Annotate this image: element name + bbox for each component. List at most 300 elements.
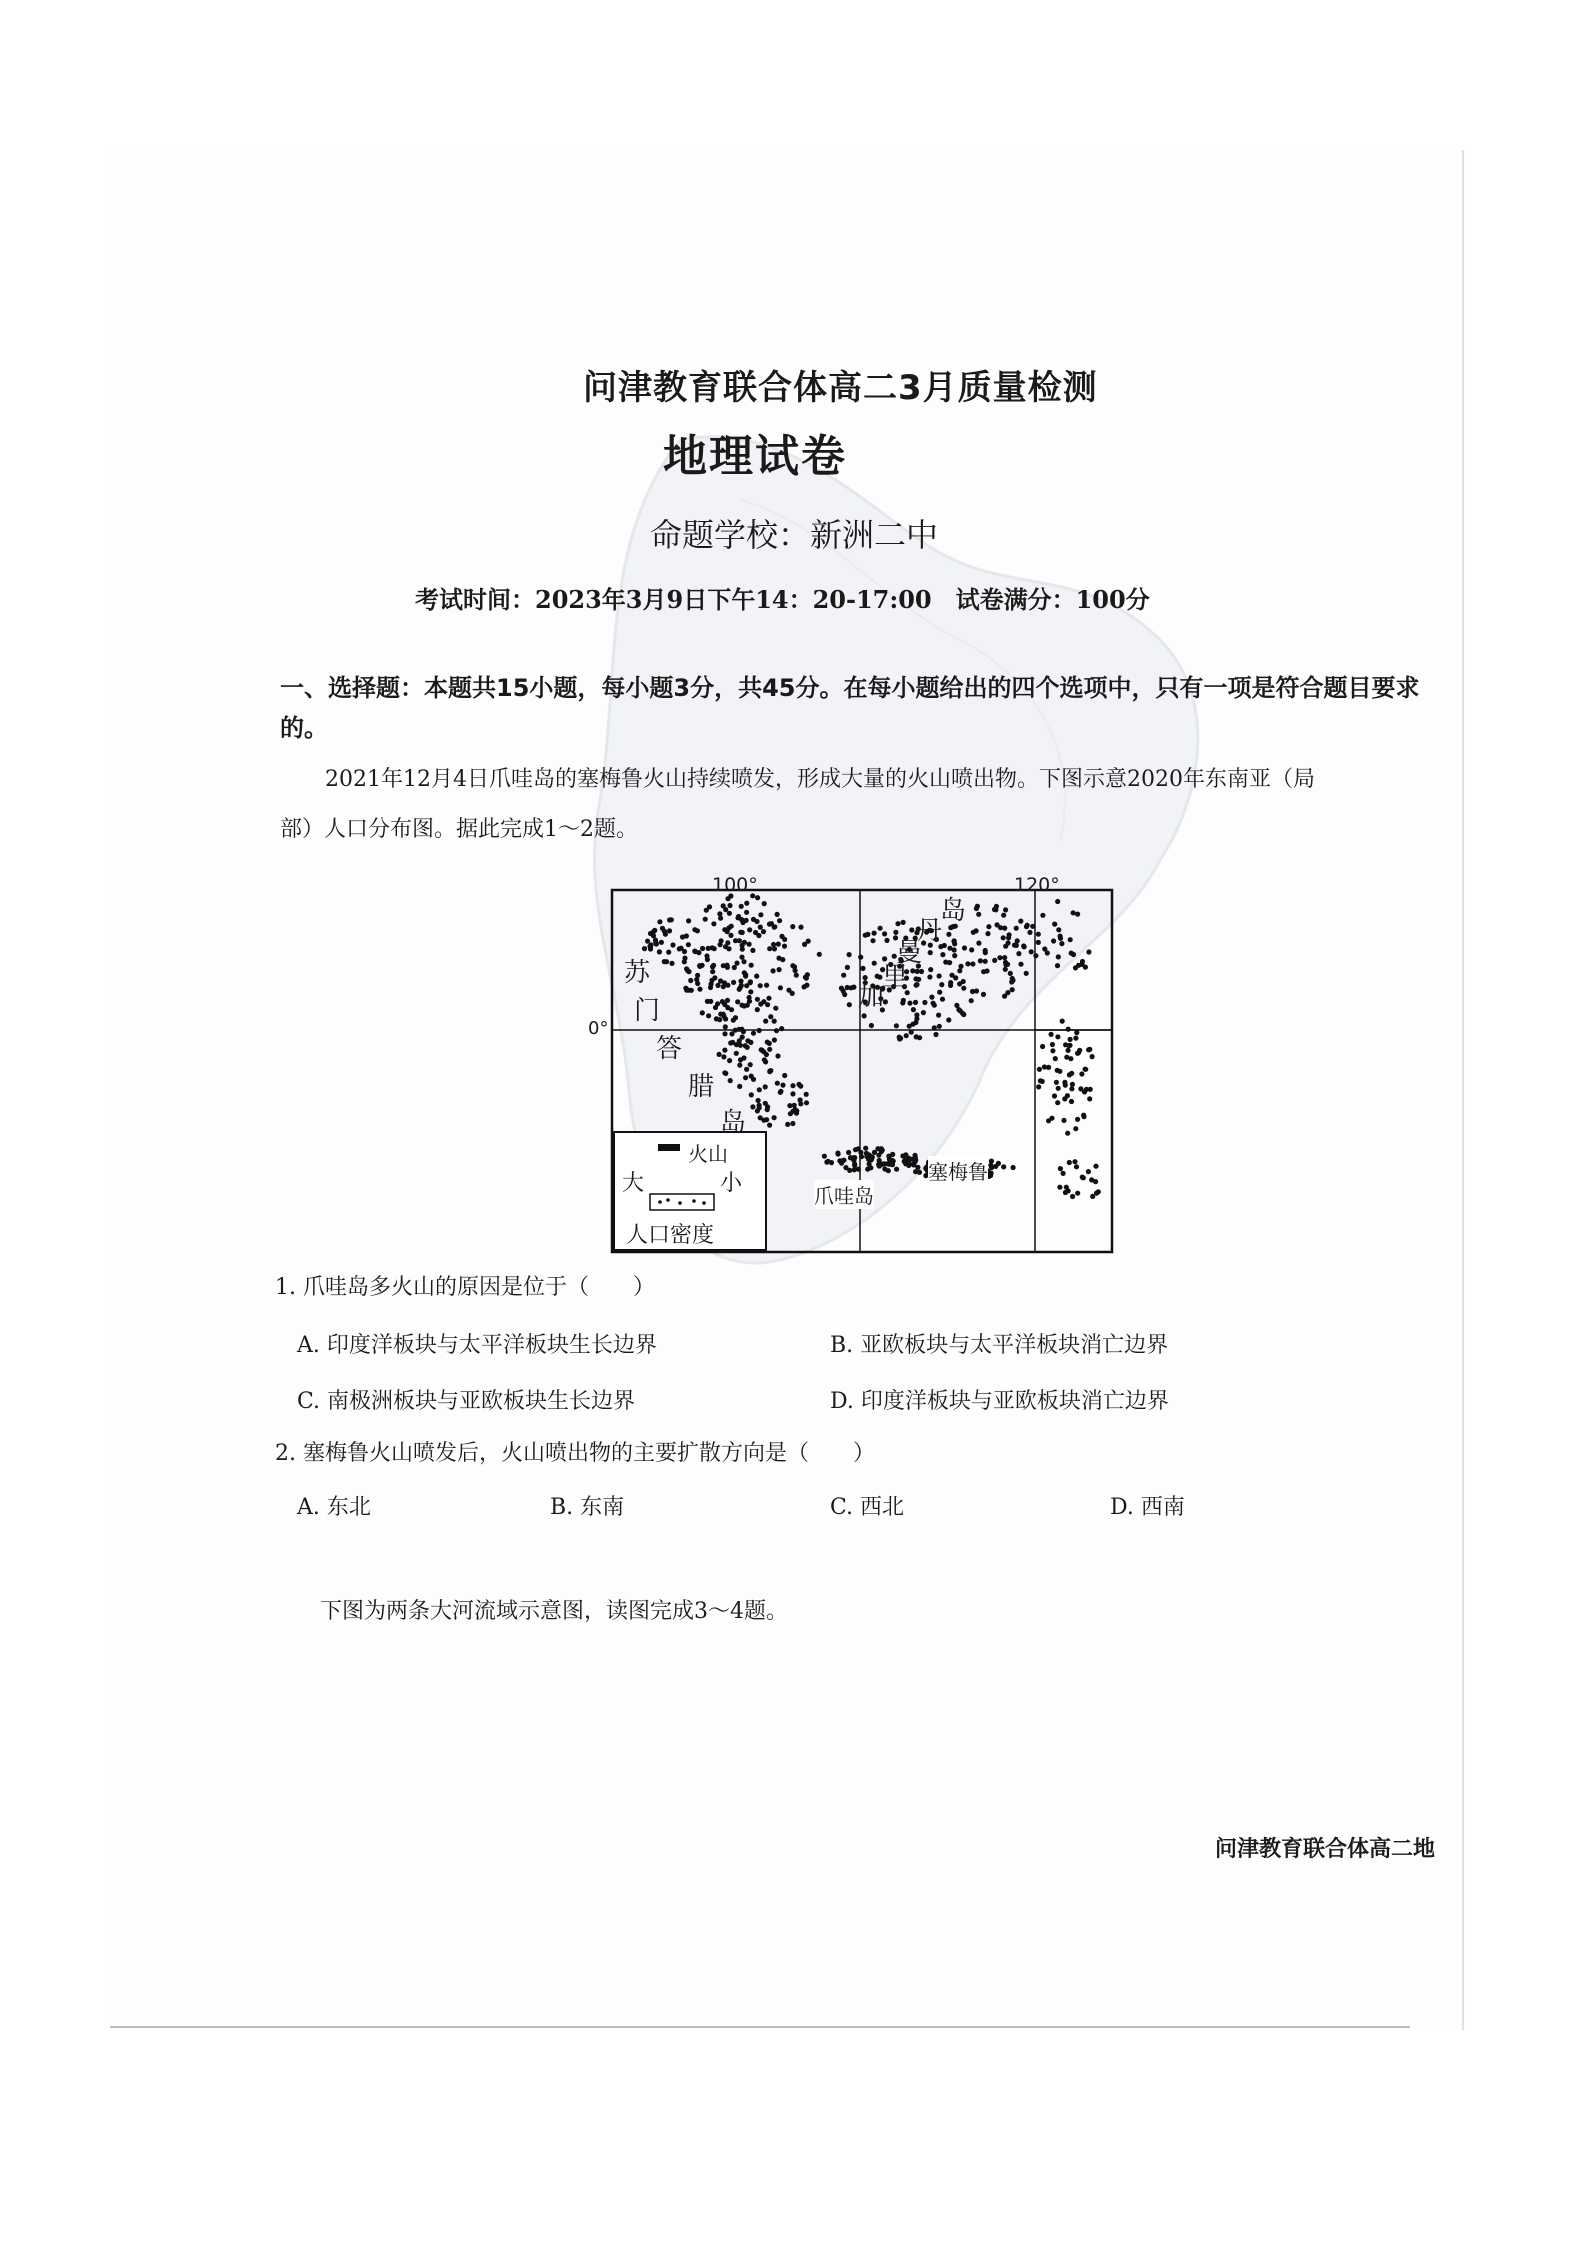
population-dot <box>758 1115 763 1120</box>
population-dot <box>969 998 974 1003</box>
population-dot <box>686 918 691 923</box>
paper-bottom-edge <box>110 2026 1410 2028</box>
population-dot <box>914 982 919 987</box>
population-dot <box>728 1078 733 1083</box>
question-2-stem: 2. 塞梅鲁火山喷发后，火山喷出物的主要扩散方向是（ ） <box>275 1441 875 1466</box>
population-dot <box>1063 1042 1068 1047</box>
population-dot <box>1073 965 1078 970</box>
question-1-option-a[interactable]: A. 印度洋板块与太平洋板块生长边界 <box>297 1333 657 1358</box>
population-dot <box>928 967 933 972</box>
population-dot <box>907 1001 912 1006</box>
population-dot <box>1064 1055 1069 1060</box>
population-dot <box>911 1007 916 1012</box>
population-dot <box>758 925 763 930</box>
question-1-option-d[interactable]: D. 印度洋板块与亚欧板块消亡边界 <box>830 1389 1169 1414</box>
population-dot <box>790 1121 795 1126</box>
population-dot <box>717 1017 722 1022</box>
population-dot <box>793 968 798 973</box>
page-footer: 问津教育联合体高二地 <box>1215 1836 1436 1862</box>
population-dot <box>1014 926 1019 931</box>
population-dot <box>1065 1093 1070 1098</box>
kalimantan-label-3: 曼 <box>896 938 923 968</box>
population-dot <box>1016 951 1021 956</box>
population-dot <box>798 1101 803 1106</box>
population-dot <box>1066 1027 1071 1032</box>
population-dot <box>762 1057 767 1062</box>
population-dot <box>1010 976 1015 981</box>
population-dot <box>1024 924 1029 929</box>
population-dot <box>739 917 744 922</box>
population-dot <box>986 924 991 929</box>
population-dot <box>884 938 889 943</box>
population-dot <box>739 955 744 960</box>
population-dot <box>957 968 962 973</box>
population-dot <box>777 967 782 972</box>
population-dot <box>1053 1056 1058 1061</box>
population-dot <box>733 1015 738 1020</box>
population-dot <box>995 922 1000 927</box>
population-dot <box>829 1160 834 1165</box>
population-dot <box>666 950 671 955</box>
population-dot <box>725 998 730 1003</box>
population-dot <box>878 926 883 931</box>
population-dot <box>858 1150 863 1155</box>
population-dot <box>798 1084 803 1089</box>
population-dot <box>1002 994 1007 999</box>
population-dot <box>745 1003 750 1008</box>
population-dot <box>1093 1164 1098 1169</box>
population-dot <box>700 1010 705 1015</box>
population-dot <box>749 1074 754 1079</box>
population-dot <box>705 957 710 962</box>
population-dot <box>790 1091 795 1096</box>
population-dot <box>748 1062 753 1067</box>
population-dot <box>1052 1093 1057 1098</box>
population-dot <box>969 947 974 952</box>
population-dot <box>722 1031 727 1036</box>
population-dot <box>717 911 722 916</box>
population-dot <box>943 960 948 965</box>
population-dot <box>1036 940 1041 945</box>
population-dot <box>1040 1044 1045 1049</box>
population-dot <box>1063 1190 1068 1195</box>
population-dot <box>940 997 945 1002</box>
question-1-option-b[interactable]: B. 亚欧板块与太平洋板块消亡边界 <box>830 1333 1169 1358</box>
population-dot <box>1086 949 1091 954</box>
population-dot <box>649 942 654 947</box>
passage-text: 2021年12月4日爪哇岛的塞梅鲁火山持续喷发，形成大量的火山喷出物。下图示意2020年东南亚（局 <box>325 767 1315 792</box>
population-dot <box>952 941 957 946</box>
population-dot <box>787 1103 792 1108</box>
population-dot <box>772 924 777 929</box>
population-dot <box>897 1036 902 1041</box>
population-dot <box>1018 919 1023 924</box>
population-dot <box>1057 1185 1062 1190</box>
population-dot <box>1066 1048 1071 1053</box>
population-dot <box>765 1040 770 1045</box>
population-dot <box>755 997 760 1002</box>
question-1-stem: 1. 爪哇岛多火山的原因是位于（ ） <box>275 1275 655 1300</box>
population-dot <box>727 903 732 908</box>
paper-right-edge <box>1462 150 1464 2030</box>
population-dot <box>845 985 850 990</box>
population-dot <box>706 1013 711 1018</box>
population-dot <box>915 1165 920 1170</box>
population-dot <box>1064 1185 1069 1190</box>
population-dot <box>958 964 963 969</box>
population-dot <box>870 938 875 943</box>
question-2-option-d[interactable]: D. 西南 <box>1110 1495 1185 1520</box>
population-dot <box>1071 952 1076 957</box>
population-dot <box>1056 954 1061 959</box>
population-dot <box>1042 946 1047 951</box>
population-dot <box>842 992 847 997</box>
population-dot <box>1068 937 1073 942</box>
question-2-option-c[interactable]: C. 西北 <box>830 1495 905 1520</box>
population-dot <box>709 981 714 986</box>
population-dot <box>984 968 989 973</box>
population-dot <box>952 947 957 952</box>
population-dot <box>755 1108 760 1113</box>
population-dot <box>909 1030 914 1035</box>
population-dot <box>1077 1048 1082 1053</box>
population-dot <box>751 917 756 922</box>
population-dot <box>847 952 852 957</box>
population-dot <box>729 1007 734 1012</box>
population-dot <box>703 917 708 922</box>
population-dot <box>739 983 744 988</box>
population-dot <box>976 912 981 917</box>
population-dot <box>776 956 781 961</box>
population-dot <box>725 896 730 901</box>
population-dot <box>1087 1047 1092 1052</box>
population-dot <box>936 1013 941 1018</box>
population-dot <box>929 995 934 1000</box>
population-dot <box>905 1161 910 1166</box>
population-dot <box>764 1052 769 1057</box>
population-dot <box>765 1002 770 1007</box>
population-dot <box>765 1107 770 1112</box>
sumatra-label-2: 门 <box>634 996 661 1026</box>
population-dot <box>1040 913 1045 918</box>
population-dot <box>1084 1087 1089 1092</box>
population-dot <box>841 973 846 978</box>
population-dot <box>853 1147 858 1152</box>
population-dot <box>761 929 766 934</box>
population-dot <box>751 1031 756 1036</box>
legend-big: 大 <box>622 1171 645 1196</box>
population-dot <box>725 963 730 968</box>
population-dot <box>895 921 900 926</box>
population-dot <box>863 1146 868 1151</box>
population-dot <box>1068 1037 1073 1042</box>
population-dot <box>723 1016 728 1021</box>
legend-density: 人口密度 <box>626 1223 715 1248</box>
population-dot <box>734 961 739 966</box>
population-dot <box>694 977 699 982</box>
population-dot <box>775 1081 780 1086</box>
population-dot <box>1008 971 1013 976</box>
population-dot <box>772 1037 777 1042</box>
exam-subject-title: 地理试卷 <box>663 431 847 482</box>
population-dot <box>804 1092 809 1097</box>
population-dot <box>755 1007 760 1012</box>
population-dot <box>759 1047 764 1052</box>
population-dot <box>1027 930 1032 935</box>
population-dot <box>946 1017 951 1022</box>
population-dot <box>794 1108 799 1113</box>
population-dot <box>731 980 736 985</box>
population-dot <box>660 926 665 931</box>
population-dot <box>767 1123 772 1128</box>
population-dot <box>669 961 674 966</box>
population-dot <box>721 1054 726 1059</box>
population-dot <box>910 968 915 973</box>
population-dot <box>692 927 697 932</box>
population-dot <box>804 1100 809 1105</box>
population-dot <box>983 948 988 953</box>
population-dot <box>872 931 877 936</box>
population-dot <box>890 1152 895 1157</box>
population-dot <box>869 1023 874 1028</box>
population-dot <box>901 920 906 925</box>
population-dot <box>992 958 997 963</box>
population-dot <box>790 1083 795 1088</box>
population-dot <box>1075 1191 1080 1196</box>
population-dot <box>903 1152 908 1157</box>
question-1-option-c[interactable]: C. 南极洲板块与亚欧板块生长边界 <box>297 1389 636 1414</box>
population-dot <box>1062 1080 1067 1085</box>
population-dot <box>868 1165 873 1170</box>
sumatra-label-4: 腊 <box>688 1072 715 1102</box>
population-dot <box>1046 1065 1051 1070</box>
population-dot <box>1058 934 1063 939</box>
population-dot <box>961 1012 966 1017</box>
population-dot <box>974 906 979 911</box>
population-dot <box>922 1000 927 1005</box>
population-dot <box>872 961 877 966</box>
population-dot <box>876 1153 881 1158</box>
population-dot <box>839 986 844 991</box>
population-dot <box>1072 1159 1077 1164</box>
population-dot <box>744 910 749 915</box>
population-dot <box>840 1158 845 1163</box>
population-dot <box>1067 1072 1072 1077</box>
population-dot <box>1074 1030 1079 1035</box>
population-dot <box>1067 1160 1072 1165</box>
population-dot <box>965 961 970 966</box>
population-dot <box>737 1063 742 1068</box>
setter-school: 命题学校：新洲二中 <box>650 516 939 554</box>
population-dot <box>913 1000 918 1005</box>
population-dot <box>1067 1043 1072 1048</box>
kalimantan-label-4: 丹 <box>916 916 943 946</box>
population-dot <box>777 918 782 923</box>
population-dot <box>1003 944 1008 949</box>
population-dot <box>940 952 945 957</box>
population-dot <box>790 924 795 929</box>
population-dot <box>962 945 967 950</box>
population-dot <box>846 1150 851 1155</box>
population-dot <box>860 966 865 971</box>
population-dot <box>734 1051 739 1056</box>
population-dot <box>723 1024 728 1029</box>
population-dot <box>748 1040 753 1045</box>
population-dot <box>748 989 753 994</box>
population-dot <box>1036 932 1041 937</box>
population-dot <box>1003 967 1008 972</box>
population-dot <box>764 983 769 988</box>
population-dot <box>937 1024 942 1029</box>
legend-volcano: 火山 <box>688 1142 728 1166</box>
population-dot <box>758 912 763 917</box>
population-dot <box>1050 1048 1055 1053</box>
population-dot <box>1015 938 1020 943</box>
population-dot <box>1090 1054 1095 1059</box>
population-dot <box>1069 1099 1074 1104</box>
population-dot <box>682 949 687 954</box>
kalimantan-label-5: 岛 <box>940 896 967 926</box>
population-dot <box>891 1159 896 1164</box>
population-dot <box>946 932 951 937</box>
population-dot <box>1058 1166 1063 1171</box>
population-dot <box>653 940 658 945</box>
exam-header-title: 问津教育联合体高二3月质量检测 <box>583 368 1098 408</box>
population-dot <box>744 918 749 923</box>
population-dot <box>894 1023 899 1028</box>
population-dot <box>684 933 689 938</box>
population-dot <box>904 1033 909 1038</box>
population-dot <box>921 1010 926 1015</box>
population-dot <box>767 1068 772 1073</box>
population-dot <box>739 904 744 909</box>
population-dot <box>970 961 975 966</box>
population-dot <box>864 1151 869 1156</box>
population-dot <box>1037 1067 1042 1072</box>
population-dot <box>957 981 962 986</box>
java-label: 爪哇岛 <box>814 1180 874 1209</box>
population-dot <box>933 1032 938 1037</box>
population-dot <box>772 946 777 951</box>
population-dot <box>1056 1086 1061 1091</box>
population-dot <box>772 1019 777 1024</box>
population-dot <box>882 931 887 936</box>
question-2-option-b[interactable]: B. 东南 <box>550 1495 625 1520</box>
lon-100-label: 100° <box>712 874 758 896</box>
population-dot <box>718 1012 723 1017</box>
population-dot <box>725 929 730 934</box>
population-dot <box>1075 912 1080 917</box>
population-dot <box>684 966 689 971</box>
population-dot <box>689 988 694 993</box>
population-dot <box>657 949 662 954</box>
population-dot <box>747 927 752 932</box>
population-dot <box>743 974 748 979</box>
population-dot <box>772 1115 777 1120</box>
population-dot <box>913 1020 918 1025</box>
population-dot <box>1081 1114 1086 1119</box>
population-dot <box>748 980 753 985</box>
population-dot <box>737 1084 742 1089</box>
population-dot <box>916 977 921 982</box>
population-dot <box>1055 963 1060 968</box>
population-dot <box>974 988 979 993</box>
population-dot <box>790 963 795 968</box>
population-dot <box>907 1024 912 1029</box>
population-dot <box>642 946 647 951</box>
population-dot <box>670 942 675 947</box>
population-dot <box>1083 1067 1088 1072</box>
population-dot <box>985 931 990 936</box>
population-dot <box>961 986 966 991</box>
population-dot <box>1002 955 1007 960</box>
population-dot <box>785 1122 790 1127</box>
population-dot <box>1070 1082 1075 1087</box>
population-dot <box>804 976 809 981</box>
population-dot <box>718 978 723 983</box>
section-instruction: 一、选择题：本题共15小题，每小题3分，共45分。在每小题给出的四个选项中，只有一项是符合题目要求 <box>280 674 1420 702</box>
population-dot <box>1060 1019 1065 1024</box>
population-dot <box>1074 1164 1079 1169</box>
population-dot <box>741 1055 746 1060</box>
population-dot <box>757 1087 762 1092</box>
population-dot <box>900 1000 905 1005</box>
population-map <box>588 874 1130 1274</box>
population-dot <box>845 965 850 970</box>
lat-0-label: 0° <box>588 1018 609 1039</box>
population-dot <box>728 933 733 938</box>
population-dot <box>710 969 715 974</box>
population-dot <box>1030 924 1035 929</box>
population-dot <box>757 1028 762 1033</box>
population-dot <box>749 1092 754 1097</box>
population-dot <box>1061 1118 1066 1123</box>
population-dot <box>763 1084 768 1089</box>
population-dot <box>822 1154 827 1159</box>
population-dot <box>774 1028 779 1033</box>
passage-2-text: 下图为两条大河流域示意图，读图完成3～4题。 <box>320 1599 788 1624</box>
population-dot <box>682 956 687 961</box>
population-dot <box>711 921 716 926</box>
population-dot <box>715 1001 720 1006</box>
population-dot <box>727 1058 732 1063</box>
population-dot <box>723 1071 728 1076</box>
population-dot <box>705 999 710 1004</box>
population-dot <box>1081 1175 1086 1180</box>
population-dot <box>847 1002 852 1007</box>
population-dot <box>836 1151 841 1156</box>
population-dot <box>927 974 932 979</box>
population-dot <box>667 917 672 922</box>
population-dot <box>758 1001 763 1006</box>
population-dot <box>696 950 701 955</box>
question-2-option-a[interactable]: A. 东北 <box>297 1495 371 1520</box>
population-dot <box>974 928 979 933</box>
population-dot <box>851 985 856 990</box>
population-dot <box>712 946 717 951</box>
sumatra-label-1: 苏 <box>624 958 651 988</box>
population-dot <box>743 1043 748 1048</box>
population-dot <box>931 1001 936 1006</box>
population-dot <box>767 1047 772 1052</box>
population-dot <box>715 983 720 988</box>
population-dot <box>1089 1177 1094 1182</box>
population-dot <box>721 903 726 908</box>
population-dot <box>723 944 728 949</box>
population-dot <box>744 1067 749 1072</box>
population-dot <box>762 901 767 906</box>
population-dot <box>1005 962 1010 967</box>
